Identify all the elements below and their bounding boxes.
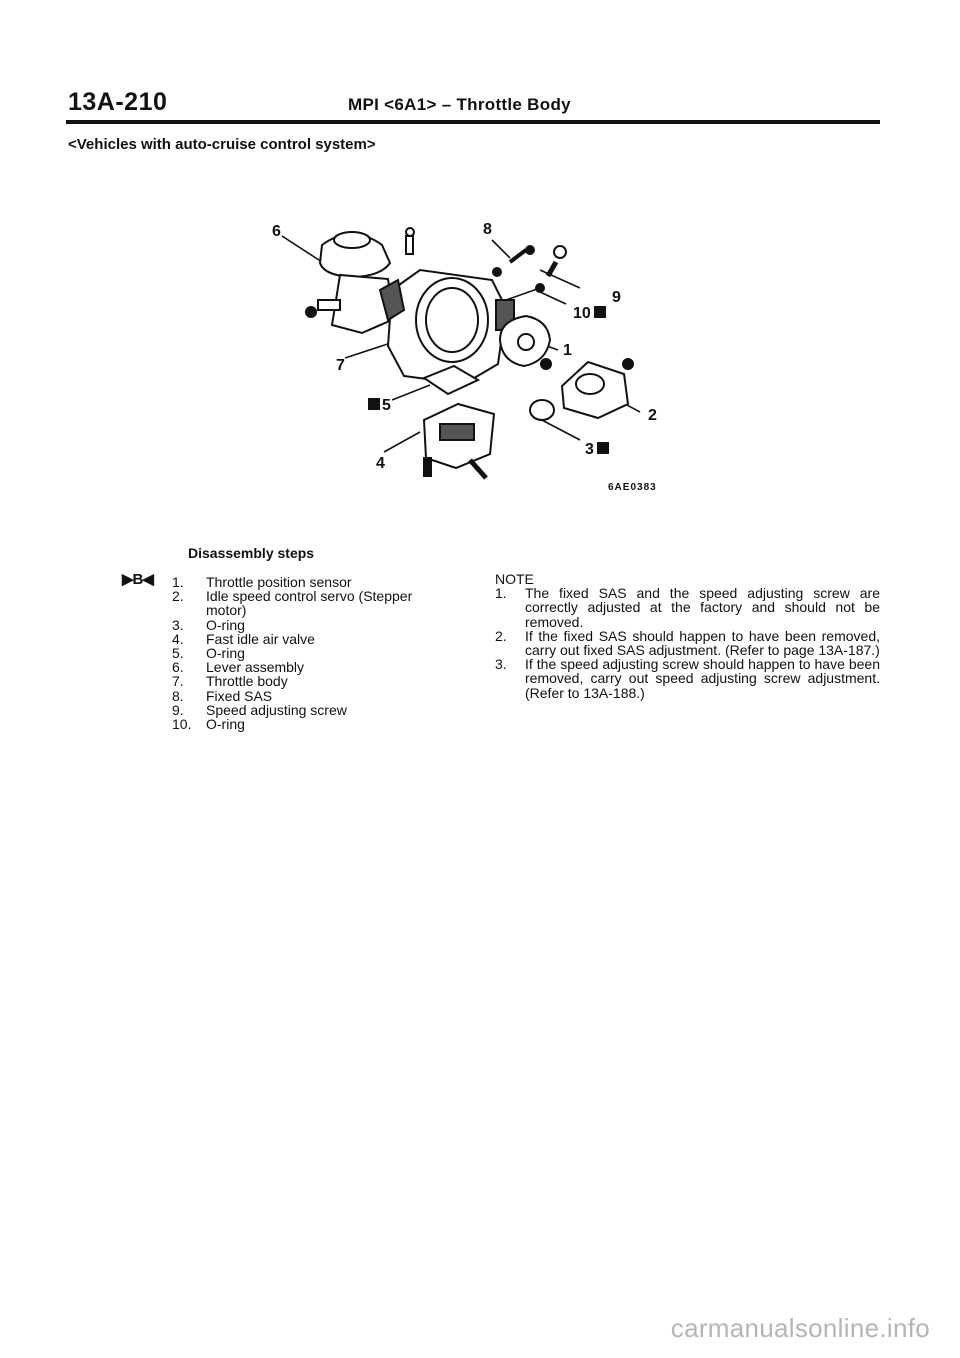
note-block [495, 572, 880, 700]
callout-3: 3 [585, 441, 594, 458]
diagram-code: 6AE0383 [608, 482, 657, 493]
callout-10: 10 [573, 305, 591, 322]
new-part-marker-3 [597, 442, 609, 454]
lever-assembly-part [306, 232, 394, 333]
fast-idle-air-valve-part [424, 404, 494, 478]
note-item: 2. If the fixed SAS should happen to have been removed, carry out fixed SAS adjustment. (Refer to page 13A-187.) [495, 627, 880, 659]
watermark-text: carmanualsonline.info [670, 1313, 930, 1343]
exploded-view-diagram [0, 0, 960, 520]
callout-2: 2 [648, 407, 657, 424]
callout-6: 6 [272, 223, 281, 240]
speed-adjusting-screw-part [548, 246, 566, 276]
note-title: NOTE [495, 571, 534, 587]
section-subtitle: <Vehicles with auto-cruise control system> [68, 136, 376, 153]
disassembly-steps-heading: Disassembly steps [188, 545, 315, 561]
callout-7: 7 [336, 357, 345, 374]
list-item: 9. Speed adjusting screw [172, 701, 347, 718]
list-item: 8. Fixed SAS [172, 687, 273, 704]
disassembly-steps-list [172, 575, 432, 731]
service-marker: ▶B◀ [122, 571, 153, 588]
list-item: 1. Throttle position sensor [172, 574, 352, 590]
list-item: 6. Lever assembly [172, 659, 305, 676]
screw-part [406, 228, 414, 254]
callout-1: 1 [563, 342, 572, 359]
o-ring-part [530, 400, 554, 420]
list-item: 10. O-ring [172, 716, 245, 733]
o-ring-small-part [493, 268, 544, 292]
list-item: 2. Idle speed control servo (Stepper motor) [172, 588, 413, 619]
page-title: MPI <6A1> – Throttle Body [348, 95, 571, 114]
callout-4: 4 [376, 455, 385, 472]
throttle-position-sensor-part [500, 316, 551, 369]
page-number: 13A-210 [68, 88, 168, 116]
callout-8: 8 [483, 221, 492, 238]
callout-5: 5 [382, 397, 391, 414]
fixed-sas-part [510, 246, 534, 262]
new-part-marker-10 [594, 306, 606, 318]
note-list [495, 586, 880, 700]
note-item: 3. If the speed adjusting screw should happen to have been removed, carry out speed adjusting screw adjustment. (Refer to 13A-188.) [495, 656, 880, 701]
list-item: 4. Fast idle air valve [172, 630, 315, 647]
list-item: 7. Throttle body [172, 673, 288, 690]
callout-9: 9 [612, 289, 621, 306]
list-item: 3. O-ring [172, 616, 245, 633]
new-part-marker-5 [368, 398, 380, 410]
list-item: 5. O-ring [172, 645, 245, 662]
idle-speed-control-servo-part [562, 359, 633, 418]
note-item: 1. The fixed SAS and the speed adjusting screw are correctly adjusted at the factory and should not be removed. [495, 585, 880, 630]
throttle-body-part [380, 270, 514, 384]
